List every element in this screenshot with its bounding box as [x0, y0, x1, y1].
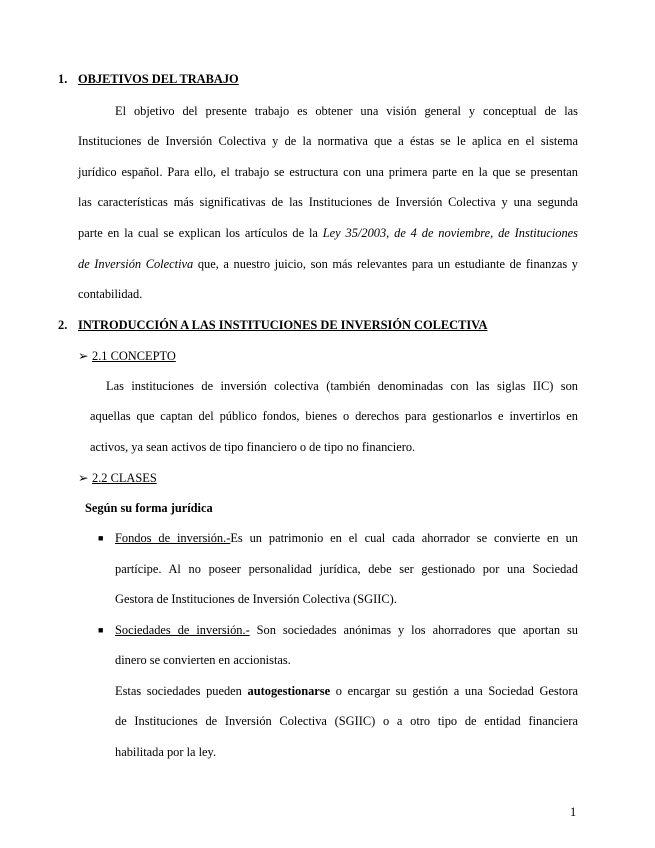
- list-item-line: de Instituciones de Inversión Colectiva (SGIIC) o a otro tipo de entidad financiera: [115, 714, 578, 728]
- list-item-line: habilitada por la ley.: [115, 745, 217, 759]
- square-bullet-icon: ■: [98, 625, 104, 635]
- subsection-heading: [78, 470, 157, 486]
- subsection-heading: [78, 348, 176, 364]
- text-span: que, a nuestro juicio, son más relevantes para un estudiante de finanzas y: [193, 257, 579, 271]
- list-item-line: [115, 531, 578, 546]
- list-item-line: dinero se convierten en accionistas.: [115, 653, 291, 667]
- term-label: Sociedades de inversión.-: [115, 623, 250, 637]
- subsection-title: 2.1 CONCEPTO: [92, 349, 176, 363]
- section-number: 1.: [58, 72, 68, 86]
- list-item-line: [115, 623, 578, 638]
- paragraph-line: activos, ya sean activos de tipo financiero o de tipo no financiero.: [90, 440, 416, 454]
- text-span: Es un patrimonio en el cual cada ahorrador se convierte en un: [230, 531, 578, 545]
- classification-heading: Según su forma jurídica: [85, 501, 213, 515]
- paragraph-line: Las instituciones de inversión colectiva (también denominadas con las siglas IIC) son: [106, 379, 578, 393]
- section-number: 2.: [58, 318, 68, 332]
- bold-term: autogestionarse: [247, 684, 331, 698]
- page-number: 1: [570, 805, 577, 819]
- term-label: Fondos de inversión.-: [115, 531, 231, 545]
- section-title: INTRODUCCIÓN A LAS INSTITUCIONES DE INVERSIÓN COLECTIVA: [78, 318, 488, 332]
- section-title: OBJETIVOS DEL TRABAJO: [78, 72, 239, 86]
- paragraph-line: Instituciones de Inversión Colectiva y de la normativa que a éstas se le aplica en el sistema: [78, 134, 578, 148]
- arrow-bullet-icon: ➢: [78, 349, 89, 363]
- text-span: parte en la cual se explican los artículos de la: [78, 226, 323, 240]
- subsection-title: 2.2 CLASES: [92, 471, 157, 485]
- square-bullet-icon: ■: [98, 533, 104, 543]
- law-title-italic: de Inversión Colectiva: [78, 257, 194, 271]
- text-span: Estas sociedades pueden: [115, 684, 248, 698]
- paragraph-line: [78, 257, 578, 272]
- text-span: o encargar su gestión a una Sociedad Gestora: [330, 684, 579, 698]
- paragraph-line: jurídico español. Para ello, el trabajo se estructura con una primera parte en la que se presentan: [78, 165, 578, 179]
- list-item-line: [115, 684, 578, 699]
- law-title-italic: Ley 35/2003, de 4 de noviembre, de Instituciones: [322, 226, 578, 240]
- text-span: Son sociedades anónimas y los ahorradores que aportan su: [249, 623, 579, 637]
- paragraph-line: [78, 226, 578, 241]
- arrow-bullet-icon: ➢: [78, 471, 89, 485]
- paragraph-line: El objetivo del presente trabajo es obtener una visión general y conceptual de las: [115, 104, 578, 118]
- paragraph-line: las características más significativas de las Instituciones de Inversión Colectiva y una segunda: [78, 195, 578, 209]
- list-item-line: partícipe. Al no poseer personalidad jurídica, debe ser gestionado por una Sociedad: [115, 562, 578, 576]
- paragraph-line: contabilidad.: [78, 287, 143, 301]
- paragraph-line: aquellas que captan del público fondos, bienes o derechos para gestionarlos e invertirlos en: [90, 409, 578, 423]
- list-item-line: Gestora de Instituciones de Inversión Colectiva (SGIIC).: [115, 592, 397, 606]
